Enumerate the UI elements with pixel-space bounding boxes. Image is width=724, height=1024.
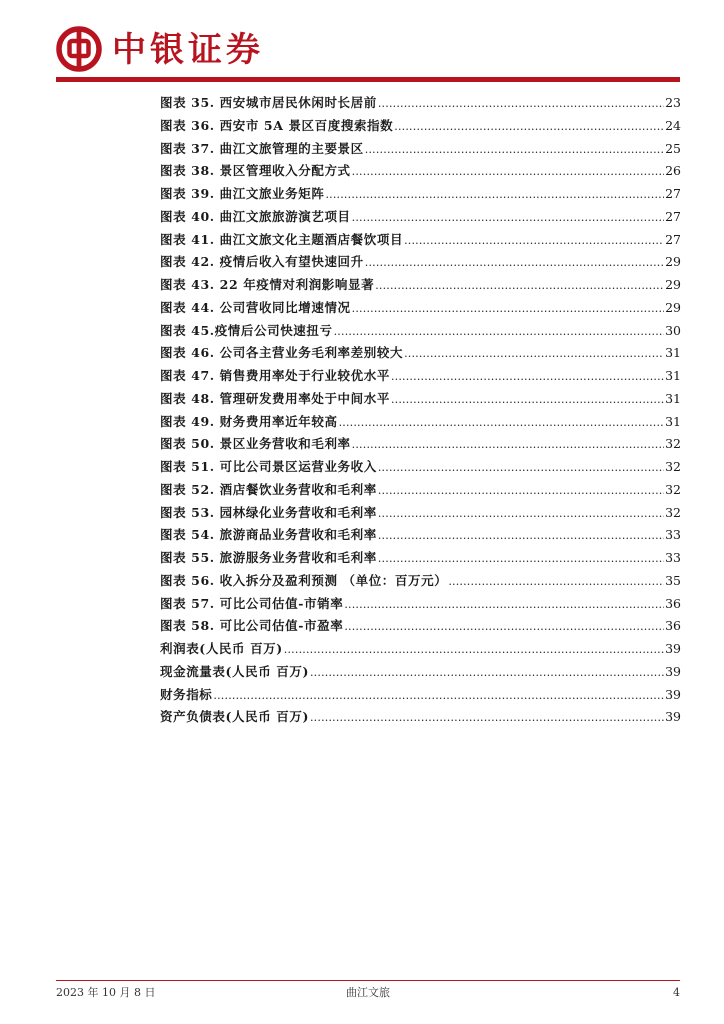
toc-entry-title: 图表 40. 曲江文旅旅游演艺项目 bbox=[160, 208, 351, 224]
toc-dot-leader bbox=[310, 707, 664, 730]
toc-entry-page-number: 29 bbox=[665, 254, 681, 270]
toc-entry-title: 图表 37. 曲江文旅管理的主要景区 bbox=[160, 140, 364, 156]
toc-entry[interactable] bbox=[160, 342, 681, 365]
toc-entry[interactable] bbox=[160, 92, 681, 115]
toc-dot-leader bbox=[404, 230, 664, 253]
toc-entry-title: 图表 48. 管理研发费用率处于中间水平 bbox=[160, 390, 390, 406]
toc-entry-page-number: 25 bbox=[665, 140, 681, 156]
toc-entry[interactable] bbox=[160, 297, 681, 320]
toc-entry[interactable] bbox=[160, 206, 681, 229]
toc-dot-leader bbox=[378, 457, 664, 480]
toc-entry-page-number: 36 bbox=[665, 618, 681, 634]
toc-entry-page-number: 36 bbox=[665, 595, 681, 611]
toc-entry-title: 现金流量表(人民币 百万) bbox=[160, 663, 309, 679]
toc-entry-title: 图表 46. 公司各主营业务毛利率差别较大 bbox=[160, 345, 404, 361]
toc-dot-leader bbox=[352, 434, 664, 457]
header-divider bbox=[56, 77, 680, 82]
toc-entry-page-number: 24 bbox=[665, 117, 681, 133]
toc-entry[interactable] bbox=[160, 706, 681, 729]
toc-entry[interactable] bbox=[160, 615, 681, 638]
toc-entry-title: 图表 41. 曲江文旅文化主题酒店餐饮项目 bbox=[160, 231, 404, 247]
toc-dot-leader bbox=[378, 548, 664, 571]
table-of-figures bbox=[160, 92, 681, 729]
toc-dot-leader bbox=[391, 366, 664, 389]
toc-entry[interactable] bbox=[160, 479, 681, 502]
toc-dot-leader bbox=[325, 184, 664, 207]
toc-entry-title: 图表 45.疫情后公司快速扭亏 bbox=[160, 322, 333, 338]
toc-entry-page-number: 29 bbox=[665, 299, 681, 315]
toc-entry-page-number: 33 bbox=[665, 527, 681, 543]
toc-entry-title: 图表 43. 22 年疫情对利润影响显著 bbox=[160, 277, 375, 292]
toc-entry-page-number: 27 bbox=[665, 231, 681, 247]
toc-entry-page-number: 31 bbox=[665, 390, 681, 406]
toc-entry-page-number: 30 bbox=[665, 322, 681, 338]
toc-entry[interactable] bbox=[160, 433, 681, 456]
toc-entry[interactable] bbox=[160, 456, 681, 479]
toc-entry-title: 图表 49. 财务费用率近年较高 bbox=[160, 413, 338, 429]
toc-entry[interactable] bbox=[160, 570, 681, 593]
toc-entry-title: 图表 44. 公司营收同比增速情况 bbox=[160, 299, 351, 315]
toc-entry[interactable] bbox=[160, 411, 681, 434]
footer-divider bbox=[56, 980, 680, 981]
toc-entry-title: 图表 52. 酒店餐饮业务营收和毛利率 bbox=[160, 481, 377, 497]
toc-entry-page-number: 39 bbox=[665, 663, 681, 679]
toc-dot-leader bbox=[339, 412, 665, 435]
toc-entry-title: 图表 36. 西安市 5A 景区百度搜索指数 bbox=[160, 117, 394, 133]
toc-entry[interactable] bbox=[160, 547, 681, 570]
toc-entry-page-number: 23 bbox=[665, 95, 681, 110]
toc-entry-title: 图表 42. 疫情后收入有望快速回升 bbox=[160, 254, 364, 270]
toc-entry-page-number: 32 bbox=[665, 481, 681, 497]
toc-entry-title: 图表 56. 收入拆分及盈利预测 （单位：百万元） bbox=[160, 572, 448, 588]
toc-dot-leader bbox=[213, 685, 664, 708]
toc-dot-leader bbox=[310, 662, 664, 685]
toc-dot-leader bbox=[352, 207, 664, 230]
toc-entry[interactable] bbox=[160, 138, 681, 161]
page-number: 4 bbox=[673, 986, 680, 999]
toc-entry[interactable] bbox=[160, 115, 681, 138]
page-footer bbox=[56, 984, 680, 1002]
toc-entry-title: 财务指标 bbox=[160, 686, 213, 702]
toc-entry-page-number: 32 bbox=[665, 436, 681, 452]
toc-entry-page-number: 33 bbox=[665, 550, 681, 565]
toc-dot-leader bbox=[378, 503, 664, 526]
toc-dot-leader bbox=[344, 616, 664, 639]
toc-entry[interactable] bbox=[160, 502, 681, 525]
toc-dot-leader bbox=[404, 343, 664, 366]
toc-entry-title: 图表 47. 销售费用率处于行业较优水平 bbox=[160, 368, 390, 383]
toc-entry-page-number: 31 bbox=[665, 368, 681, 383]
toc-dot-leader bbox=[448, 571, 664, 594]
toc-dot-leader bbox=[378, 93, 664, 116]
footer-date: 2023 年 10 月 8 日 bbox=[56, 986, 156, 999]
toc-entry-page-number: 27 bbox=[665, 208, 681, 224]
toc-entry[interactable] bbox=[160, 684, 681, 707]
toc-dot-leader bbox=[352, 161, 664, 184]
toc-entry-page-number: 32 bbox=[665, 504, 681, 520]
toc-entry[interactable] bbox=[160, 229, 681, 252]
toc-entry-title: 资产负债表(人民币 百万) bbox=[160, 709, 309, 725]
toc-dot-leader bbox=[375, 275, 664, 298]
toc-entry-page-number: 39 bbox=[665, 709, 681, 725]
toc-entry-page-number: 26 bbox=[665, 163, 681, 179]
toc-dot-leader bbox=[378, 480, 664, 503]
toc-entry[interactable] bbox=[160, 160, 681, 183]
toc-entry-title: 图表 35. 西安城市居民休闲时长居前 bbox=[160, 95, 377, 110]
toc-dot-leader bbox=[391, 389, 664, 412]
toc-entry-title: 图表 53. 园林绿化业务营收和毛利率 bbox=[160, 504, 377, 520]
toc-entry[interactable] bbox=[160, 251, 681, 274]
toc-entry-page-number: 39 bbox=[665, 641, 681, 656]
brand-name: 中银证券 bbox=[112, 30, 264, 70]
toc-entry[interactable] bbox=[160, 388, 681, 411]
toc-entry[interactable] bbox=[160, 320, 681, 343]
toc-entry-page-number: 31 bbox=[665, 413, 681, 429]
toc-entry-page-number: 29 bbox=[665, 277, 681, 292]
footer-company-name: 曲江文旅 bbox=[346, 986, 390, 999]
toc-entry[interactable] bbox=[160, 638, 681, 661]
toc-entry-page-number: 31 bbox=[665, 345, 681, 361]
toc-entry-title: 图表 39. 曲江文旅业务矩阵 bbox=[160, 186, 325, 201]
toc-entry[interactable] bbox=[160, 593, 681, 616]
toc-entry-title: 图表 54. 旅游商品业务营收和毛利率 bbox=[160, 527, 377, 543]
toc-entry-title: 图表 38. 景区管理收入分配方式 bbox=[160, 163, 351, 179]
toc-entry[interactable] bbox=[160, 183, 681, 206]
toc-entry-title: 图表 58. 可比公司估值-市盈率 bbox=[160, 618, 344, 634]
toc-entry-title: 图表 57. 可比公司估值-市销率 bbox=[160, 595, 344, 611]
toc-entry[interactable] bbox=[160, 524, 681, 547]
toc-entry-title: 利润表(人民币 百万) bbox=[160, 641, 283, 656]
toc-entry[interactable] bbox=[160, 274, 681, 297]
toc-dot-leader bbox=[365, 139, 664, 162]
toc-entry-title: 图表 55. 旅游服务业务营收和毛利率 bbox=[160, 550, 377, 565]
toc-dot-leader bbox=[284, 639, 664, 662]
toc-dot-leader bbox=[365, 252, 664, 275]
toc-dot-leader bbox=[394, 116, 664, 139]
toc-dot-leader bbox=[334, 321, 664, 344]
toc-dot-leader bbox=[344, 594, 664, 617]
toc-dot-leader bbox=[352, 298, 664, 321]
toc-entry[interactable] bbox=[160, 365, 681, 388]
toc-entry-title: 图表 50. 景区业务营收和毛利率 bbox=[160, 436, 351, 452]
toc-entry-title: 图表 51. 可比公司景区运营业务收入 bbox=[160, 459, 377, 474]
toc-entry-page-number: 32 bbox=[665, 459, 681, 474]
bank-of-china-logo-icon bbox=[56, 26, 102, 72]
page-header bbox=[56, 26, 680, 82]
toc-entry-page-number: 35 bbox=[665, 572, 681, 588]
toc-entry-page-number: 39 bbox=[665, 686, 681, 702]
toc-dot-leader bbox=[378, 525, 664, 548]
toc-entry[interactable] bbox=[160, 661, 681, 684]
toc-entry-page-number: 27 bbox=[665, 186, 681, 201]
